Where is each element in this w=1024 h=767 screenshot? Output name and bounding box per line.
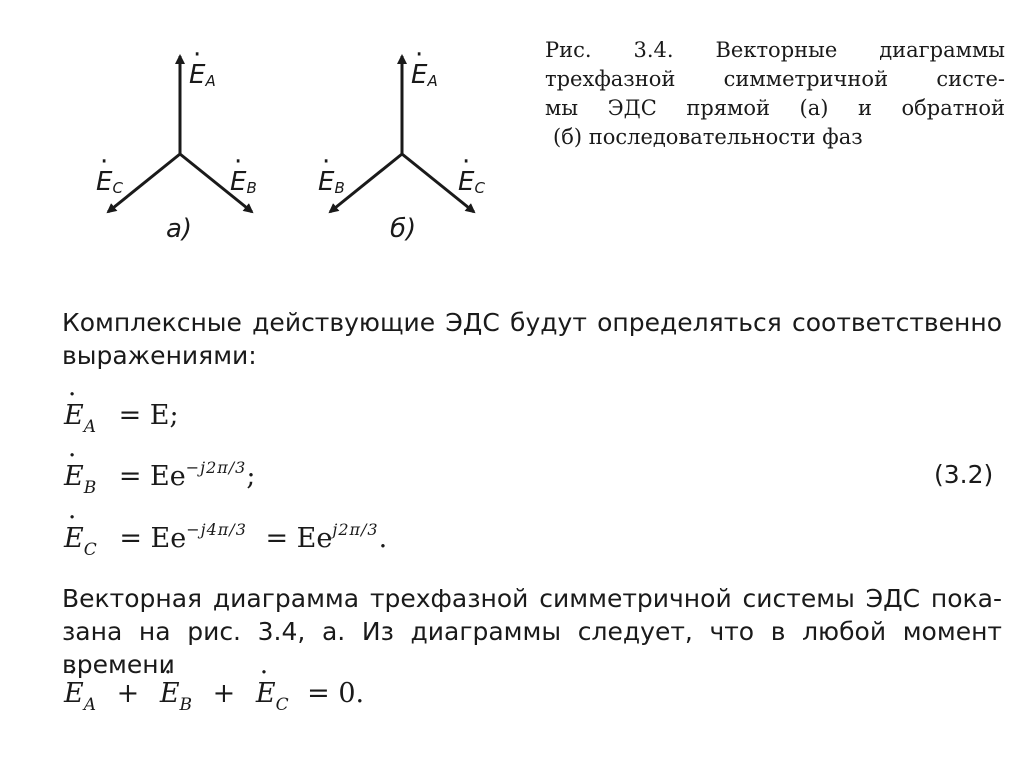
equation-number: (3.2) [934, 460, 994, 489]
paragraph-intro [62, 306, 1002, 372]
caption-line-2: трехфазной симметричной систе- [545, 67, 1005, 91]
paragraph-conclusion-line-2: зана на рис. 3.4, а. Из диаграммы следует, что в любой момент времени [62, 617, 1002, 679]
diagram-b-tag: б) [390, 214, 417, 244]
equation-sum-zero: · $E_A$ + · $E_B$ + · $E_C = 0$. [64, 678, 364, 715]
paragraph-intro-line-1: Комплексные действующие ЭДС будут определяться соответственно [62, 308, 1002, 337]
diagram-a-tag: а) [166, 214, 193, 244]
vector-label-eb: · $E_B$ [230, 167, 257, 197]
paragraph-intro-line-2: выражениями: [62, 341, 257, 370]
caption-line-1: Рис. 3.4. Векторные диаграммы [545, 38, 1005, 62]
vector-label-ea: · $E_A$ [189, 60, 216, 90]
equation-ec: · $E_C = Ee^{-j4\pi/3} = Ee^{j2\pi/3}$. [64, 520, 387, 560]
vector-label-ec: · $E_C$ [96, 167, 123, 197]
caption-line-3: мы ЭДС прямой (а) и обратной [545, 96, 1005, 120]
caption-line-4: (б) последовательности фаз [553, 125, 863, 149]
vector-diagram-a [80, 40, 280, 240]
equation-eb: · $E_B = Ee^{-j2\pi/3}$; [64, 458, 255, 498]
equation-ea: · $E_A = E$; [64, 400, 179, 437]
vector-label-ea-b: · $E_A$ [411, 60, 438, 90]
vector-label-ec-b: · $E_C$ [458, 167, 485, 197]
paragraph-conclusion-line-1: Векторная диаграмма трехфазной симметричной системы ЭДС пока- [62, 584, 1002, 613]
vector-label-eb-b: · $E_B$ [318, 167, 345, 197]
paragraph-conclusion [62, 582, 1002, 681]
vector-diagram-b [302, 40, 502, 240]
figure-caption [545, 36, 1005, 152]
